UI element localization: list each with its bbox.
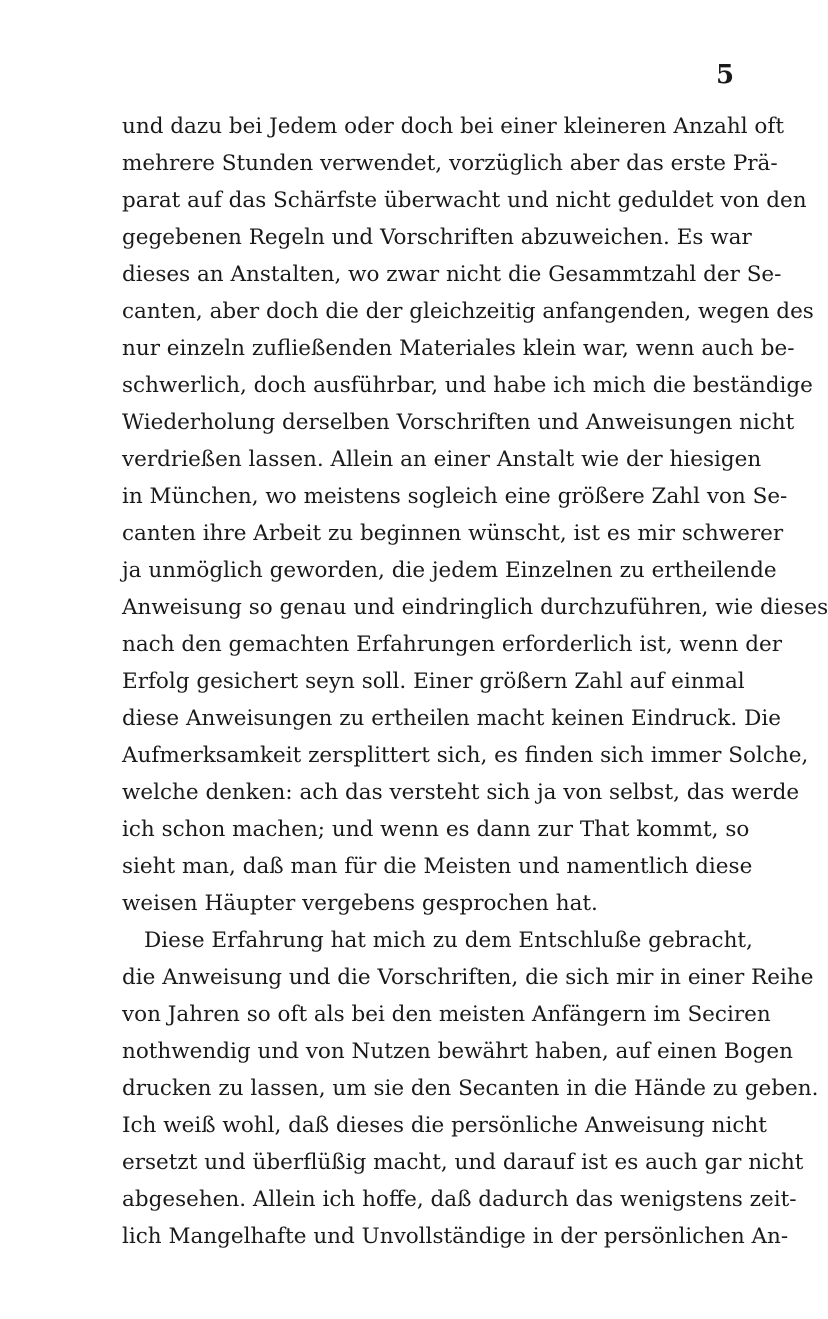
text-line: und dazu bei Jedem oder doch bei einer kleineren Anzahl oft <box>122 114 784 139</box>
text-line: Diese Erfahrung hat mich zu dem Entschluße gebracht, <box>144 928 753 953</box>
text-line: ja unmöglich geworden, die jedem Einzelnen zu ertheilende <box>122 558 777 583</box>
text-line: ersetzt und überflüßig macht, und darauf ist es auch gar nicht <box>122 1150 804 1175</box>
text-line: weisen Häupter vergebens gesprochen hat. <box>122 891 598 916</box>
text-line: lich Mangelhafte und Unvollständige in der persönlichen An- <box>122 1224 789 1249</box>
text-line: nur einzeln zufließenden Materiales klein war, wenn auch be- <box>122 336 795 361</box>
text-line: welche denken: ach das versteht sich ja von selbst, das werde <box>122 780 800 805</box>
text-line: canten ihre Arbeit zu beginnen wünscht, ist es mir schwerer <box>122 521 784 546</box>
body-text <box>122 108 828 1255</box>
text-line: dieses an Anstalten, wo zwar nicht die Gesammtzahl der Se- <box>122 262 782 287</box>
text-line: mehrere Stunden verwendet, vorzüglich aber das erste Prä- <box>122 151 778 176</box>
text-line: Wiederholung derselben Vorschriften und Anweisungen nicht <box>122 410 795 435</box>
text-line: nothwendig und von Nutzen bewährt haben, auf einen Bogen <box>122 1039 793 1064</box>
text-line: Ich weiß wohl, daß dieses die persönliche Anweisung nicht <box>122 1113 767 1138</box>
text-line: verdrießen lassen. Allein an einer Anstalt wie der hiesigen <box>122 447 762 472</box>
text-line: in München, wo meistens sogleich eine größere Zahl von Se- <box>122 484 788 509</box>
text-line: abgesehen. Allein ich hoffe, daß dadurch das wenigstens zeit- <box>122 1187 797 1212</box>
text-line: ich schon machen; und wenn es dann zur That kommt, so <box>122 817 750 842</box>
text-line: Anweisung so genau und eindringlich durchzuführen, wie dieses <box>122 595 828 620</box>
text-line: canten, aber doch die der gleichzeitig anfangenden, wegen des <box>122 299 814 324</box>
text-line: schwerlich, doch ausführbar, und habe ich mich die beständige <box>122 373 813 398</box>
text-line: drucken zu lassen, um sie den Secanten in die Hände zu geben. <box>122 1076 819 1101</box>
text-line: gegebenen Regeln und Vorschriften abzuweichen. Es war <box>122 225 752 250</box>
page-number: 5 <box>716 60 735 90</box>
text-line: die Anweisung und die Vorschriften, die sich mir in einer Reihe <box>122 965 814 990</box>
text-line: nach den gemachten Erfahrungen erforderlich ist, wenn der <box>122 632 782 657</box>
text-line: diese Anweisungen zu ertheilen macht keinen Eindruck. Die <box>122 706 781 731</box>
text-line: parat auf das Schärfste überwacht und nicht geduldet von den <box>122 188 807 213</box>
text-line: Erfolg gesichert seyn soll. Einer größern Zahl auf einmal <box>122 669 745 694</box>
text-line: von Jahren so oft als bei den meisten Anfängern im Seciren <box>122 1002 771 1027</box>
text-line: Aufmerksamkeit zersplittert sich, es finden sich immer Solche, <box>122 743 809 768</box>
text-line: sieht man, daß man für die Meisten und namentlich diese <box>122 854 753 879</box>
